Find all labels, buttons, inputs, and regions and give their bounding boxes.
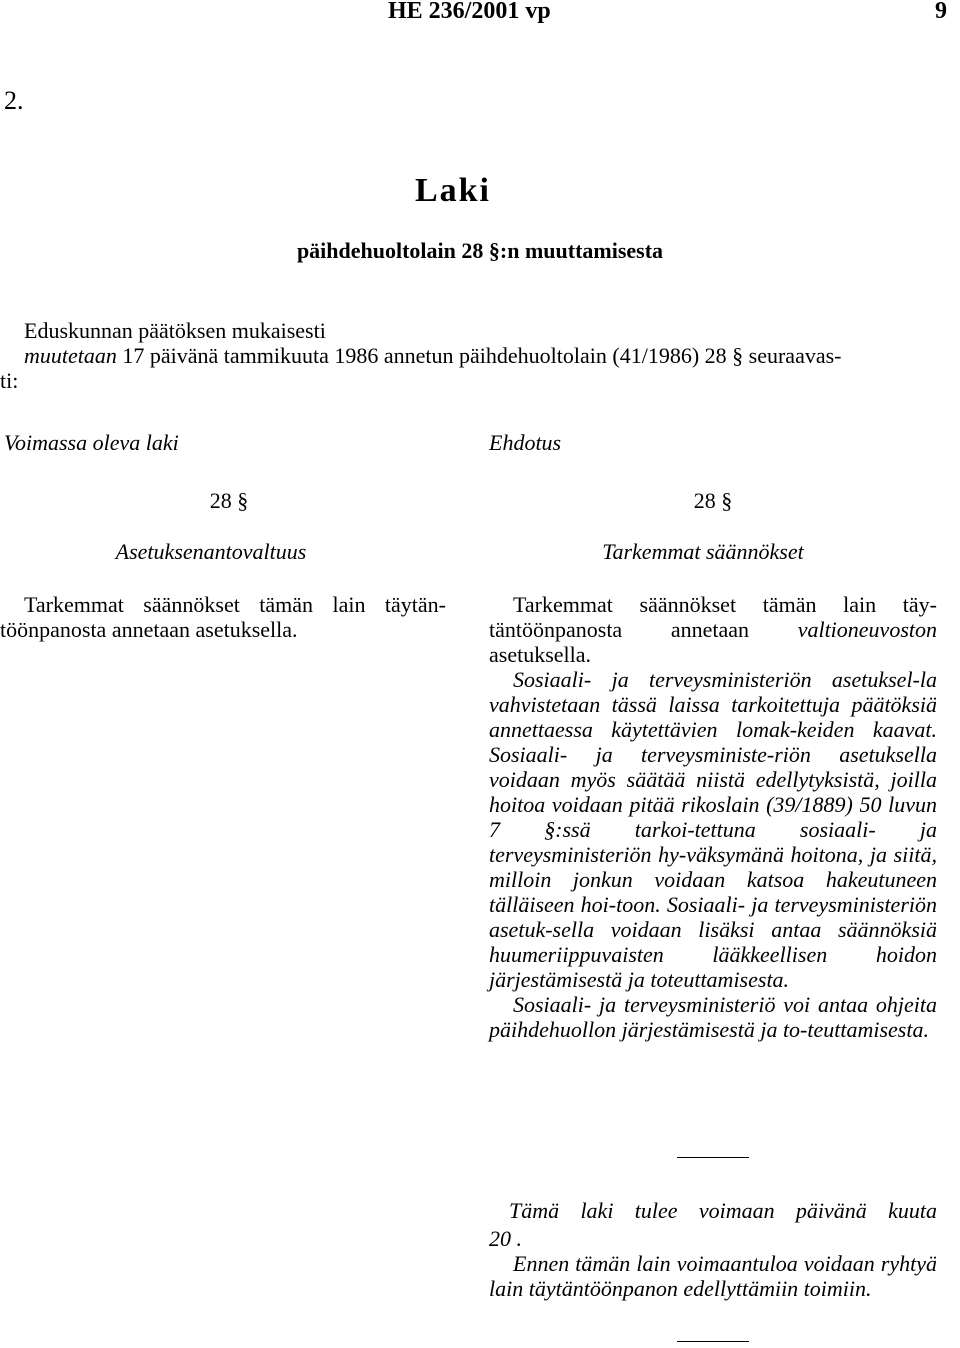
intro-rest: 17 päivänä tammikuuta 1986 annetun päihdehuoltolain (41/1986) 28 § seuraavas- — [116, 343, 842, 368]
right-body — [489, 592, 937, 1042]
intro-line-2 — [24, 343, 841, 368]
entry-line-2: 20 . — [489, 1226, 522, 1251]
entry-into-force — [489, 1198, 937, 1301]
right-p1-line-2 — [489, 617, 937, 642]
right-section-number: 28 § — [693, 488, 733, 513]
law-title: Laki — [414, 172, 492, 209]
left-section-number: 28 § — [209, 488, 249, 513]
left-section-title: Asetuksenantovaltuus — [115, 539, 307, 564]
law-subtitle: päihdehuoltolain 28 §:n muuttamisesta — [296, 238, 664, 263]
left-column-heading: Voimassa oleva laki — [4, 430, 179, 455]
separator-rule-top — [677, 1157, 749, 1158]
entry-line-1: Tämä laki tulee voimaan päivänä kuuta — [509, 1198, 937, 1223]
document-id: HE 236/2001 vp — [388, 0, 551, 24]
right-p1-line-2b: valtioneuvoston — [797, 617, 937, 642]
page-number: 9 — [935, 0, 947, 24]
left-body-line-1: Tarkemmat säännökset tämän lain täytän- — [24, 592, 446, 617]
right-p1-line-3: asetuksella. — [489, 642, 592, 667]
right-p2: Sosiaali- ja terveysministeriö voi antaa ohjeita päihdehuollon järjestämisestä ja to-teuttamisesta. — [489, 992, 937, 1042]
intro-line-1: Eduskunnan päätöksen mukaisesti — [24, 318, 326, 343]
right-section-title: Tarkemmat säännökset — [602, 539, 804, 564]
intro-verb: muutetaan — [24, 343, 117, 368]
separator-rule-bottom — [677, 1341, 749, 1342]
right-p1-italic: Sosiaali- ja terveysministeriön asetuksel-la vahvistetaan tässä laissa tarkoitettuja päätöksiä annettaessa käytettävien lomak-keiden kaavat. Sosiaali- ja terveysministe-riön asetuksella voidaan myös säätää niistä edellytyksistä, joilla hoitoa voidaan pitää rikoslain (39/1889) 50 luvun 7 §:ssä tarkoi-tettuna sosiaali- ja terveysministeriön hy-väksymänä hoitona, ja siitä, milloin jonkun voidaan katsoa hakeutuneen tälläiseen hoi-toon. Sosiaali- ja terveysministeriön asetuk-sella voidaan lisäksi antaa säännöksiä huumeriippuvaisten lääkkeellisen hoidon järjestämisestä ja toteuttamisesta. — [489, 667, 937, 992]
entry-paragraph-2: Ennen tämän lain voimaantuloa voidaan ryhtyä lain täytäntöönpanon edellyttämiin toimiin. — [489, 1251, 937, 1301]
section-number: 2. — [4, 86, 24, 115]
intro-line-3: ti: — [0, 368, 19, 393]
right-column-heading: Ehdotus — [489, 430, 562, 455]
left-body-line-2: töönpanosta annetaan asetuksella. — [0, 617, 298, 642]
right-p1-line-2a: täntöönpanosta annetaan — [489, 617, 798, 642]
right-p1-line-1: Tarkemmat säännökset tämän lain täy- — [513, 592, 937, 617]
left-body — [0, 592, 446, 642]
